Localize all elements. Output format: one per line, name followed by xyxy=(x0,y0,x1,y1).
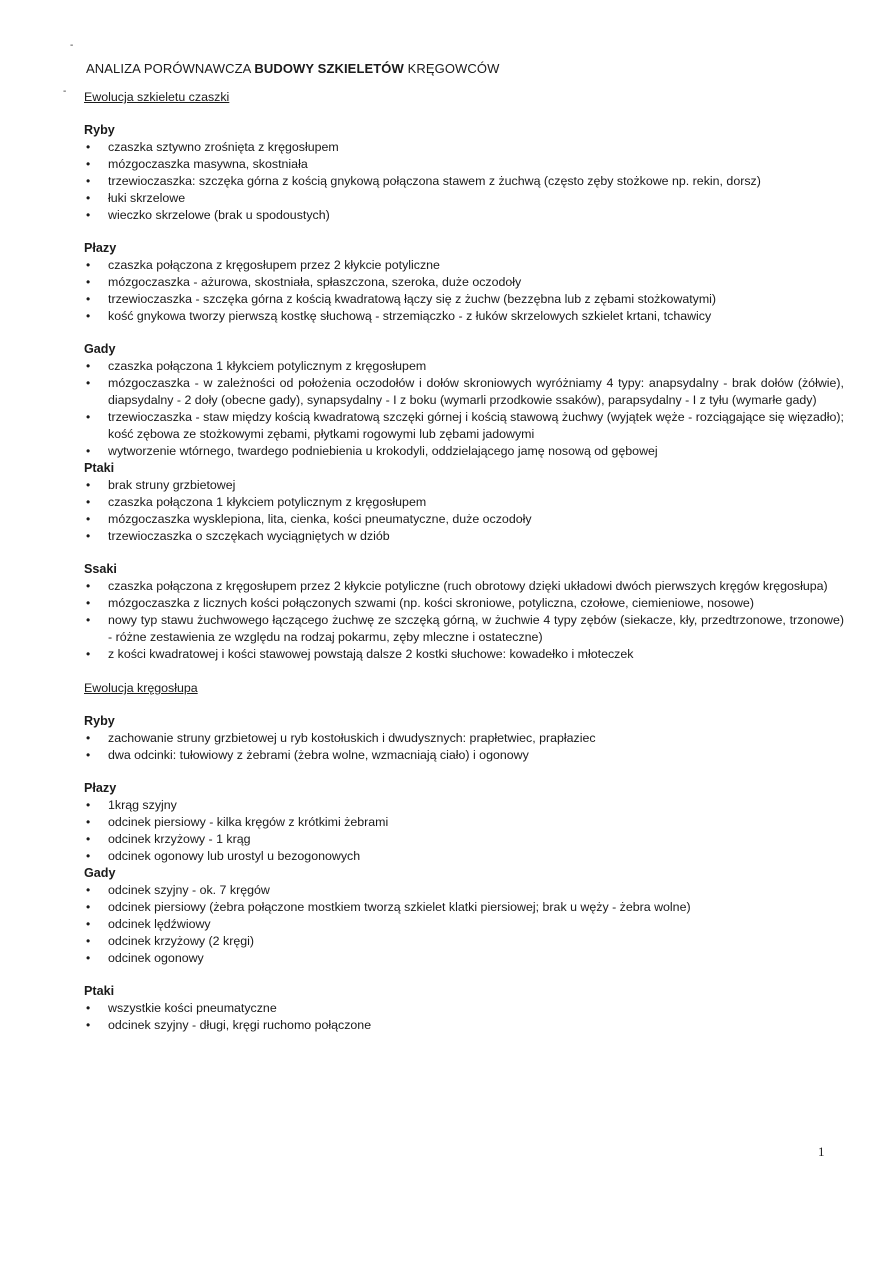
list-item: • trzewioczaszka o szczękach wyciągniętych w dziób xyxy=(84,528,844,545)
list-item: • wieczko skrzelowe (brak u spodoustych) xyxy=(84,207,844,224)
group-ptaki xyxy=(84,983,844,1034)
group-heading: Ryby xyxy=(84,714,115,728)
list-item: • odcinek lędźwiowy xyxy=(84,916,844,933)
section-heading: Ewolucja kręgosłupa xyxy=(84,681,198,695)
list-item: • czaszka połączona z kręgosłupem przez 2 kłykcie potyliczne xyxy=(84,257,844,274)
group-heading: Gady xyxy=(84,866,116,880)
group-heading: Płazy xyxy=(84,241,117,255)
list-item: • czaszka połączona 1 kłykciem potylicznym z kręgosłupem xyxy=(84,494,844,511)
group-heading: Ptaki xyxy=(84,984,115,998)
list-item: • mózgoczaszka - ażurowa, skostniała, spłaszczona, szeroka, duże oczodoły xyxy=(84,274,844,291)
group-heading: Ryby xyxy=(84,123,115,137)
list-item: • wytworzenie wtórnego, twardego podniebienia u krokodyli, oddzielającego jamę nosową od gębowej xyxy=(84,443,844,460)
list-item: • odcinek piersiowy - kilka kręgów z krótkimi żebrami xyxy=(84,814,844,831)
list-item: • trzewioczaszka - staw między kością kwadratową szczęki górnej i kością stawową żuchwy (wyjątek węże - rozciągające się więzadło); kość zębowa ze stożkowymi zębami, płytkami rogowymi lub zębami jadowymi xyxy=(84,409,844,443)
list-item: • mózgoczaszka masywna, skostniała xyxy=(84,156,844,173)
group-heading: Płazy xyxy=(84,781,117,795)
document-page xyxy=(84,60,844,1034)
list-item: • czaszka połączona 1 kłykciem potylicznym z kręgosłupem xyxy=(84,358,844,375)
list-item: • mózgoczaszka z licznych kości połączonych szwami (np. kości skroniowe, potyliczna, czołowe, ciemieniowe, nosowe) xyxy=(84,595,844,612)
list-item: • czaszka połączona z kręgosłupem przez 2 kłykcie potyliczne (ruch obrotowy dzięki układowi dwóch pierwszych kręgów kręgosłupa) xyxy=(84,578,844,595)
list-item: • odcinek ogonowy lub urostyl u bezogonowych xyxy=(84,848,844,865)
section-skull xyxy=(84,89,844,663)
group-heading: Gady xyxy=(84,342,116,356)
group-heading: Ssaki xyxy=(84,562,117,576)
list-item: • mózgoczaszka wysklepiona, lita, cienka, kości pneumatyczne, duże oczodoły xyxy=(84,511,844,528)
group-gady xyxy=(84,341,844,460)
list-item: • odcinek szyjny - długi, kręgi ruchomo połączone xyxy=(84,1017,844,1034)
scan-mark-left: - xyxy=(63,86,67,97)
list-item: • nowy typ stawu żuchwowego łączącego żuchwę ze szczęką górną, w żuchwie 4 typy zębów (siekacze, kły, przedtrzonowe, trzonowe) - różne zestawienia ze względu na rodzaj pokarmu, zęby mleczne i ostateczne) xyxy=(84,612,844,646)
list-item: • kość gnykowa tworzy pierwszą kostkę słuchową - strzemiączko - z łuków skrzelowych szkielet krtani, tchawicy xyxy=(84,308,844,325)
list-item: • 1krąg szyjny xyxy=(84,797,844,814)
group-ssaki xyxy=(84,561,844,663)
list-item: • odcinek piersiowy (żebra połączone mostkiem tworzą szkielet klatki piersiowej; brak u węży - żebra wolne) xyxy=(84,899,844,916)
list-item: • z kości kwadratowej i kości stawowej powstają dalsze 2 kostki słuchowe: kowadełko i młoteczek xyxy=(84,646,844,663)
list-item: • brak struny grzbietowej xyxy=(84,477,844,494)
list-item: • odcinek ogonowy xyxy=(84,950,844,967)
list-item: • trzewioczaszka: szczęka górna z kością gnykową połączona stawem z żuchwą (często zęby stożkowe np. rekin, dorsz) xyxy=(84,173,844,190)
group-heading: Ptaki xyxy=(84,461,115,475)
list-item: • odcinek szyjny - ok. 7 kręgów xyxy=(84,882,844,899)
list-item: • odcinek krzyżowy (2 kręgi) xyxy=(84,933,844,950)
group-gady xyxy=(84,865,844,967)
page-number: 1 xyxy=(818,1144,825,1159)
section-spine xyxy=(84,680,844,1034)
list-item: • łuki skrzelowe xyxy=(84,190,844,207)
list-item: • trzewioczaszka - szczęka górna z kością kwadratową łączy się z żuchw (bezzębna lub z zębami stożkowatymi) xyxy=(84,291,844,308)
section-heading: Ewolucja szkieletu czaszki xyxy=(84,90,230,104)
group-ptaki xyxy=(84,460,844,545)
group-plazy xyxy=(84,780,844,865)
scan-mark-top: - xyxy=(70,40,74,51)
list-item: • mózgoczaszka - w zależności od położenia oczodołów i dołów skroniowych wyróżniamy 4 typy: anapsydalny - brak dołów (żółwie), diapsydalny - 2 doły (obecne gady), synapsydalny - I z boku (wymarli przodkowie ssaków), parapsydalny - I z tyłu (wymarłe gady) xyxy=(84,375,844,409)
list-item: • wszystkie kości pneumatyczne xyxy=(84,1000,844,1017)
list-item: • czaszka sztywno zrośnięta z kręgosłupem xyxy=(84,139,844,156)
list-item: • dwa odcinki: tułowiowy z żebrami (żebra wolne, wzmacniają ciało) i ogonowy xyxy=(84,747,844,764)
list-item: • odcinek krzyżowy - 1 krąg xyxy=(84,831,844,848)
group-plazy xyxy=(84,240,844,325)
document-title: ANALIZA PORÓWNAWCZA BUDOWY SZKIELETÓW KRĘGOWCÓW xyxy=(86,61,500,76)
group-ryby xyxy=(84,713,844,764)
list-item: • zachowanie struny grzbietowej u ryb kostołuskich i dwudysznych: prapłetwiec, prapłaziec xyxy=(84,730,844,747)
group-ryby xyxy=(84,122,844,224)
